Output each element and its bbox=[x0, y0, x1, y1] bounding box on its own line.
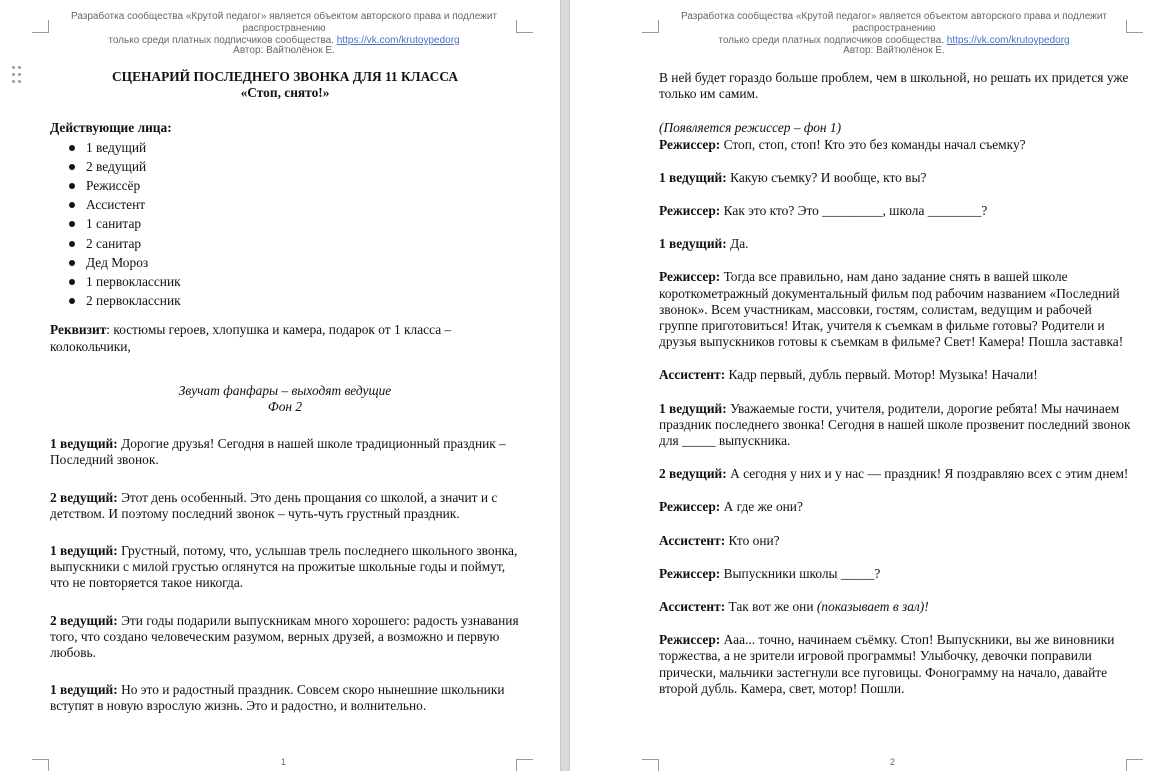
stage-direction: Звучат фанфары – выходят ведущие bbox=[178, 382, 392, 398]
dialogue-line: 1 ведущий: Но это и радостный праздник. Совсем скоро нынешние школьники вступят в новую взрослую жизнь. Это и радостно, и волнительно. bbox=[50, 682, 505, 714]
crop-mark bbox=[32, 759, 49, 771]
cast-item: Дед Мороз bbox=[50, 253, 520, 272]
crop-mark bbox=[516, 759, 533, 771]
author-line: Автор: Вайтюлёнок Е. bbox=[233, 45, 335, 56]
page-number: 1 bbox=[281, 757, 287, 767]
props-paragraph: Реквизит: костюмы героев, хлопушка и камера, подарок от 1 класса – колокольчики, bbox=[50, 322, 452, 354]
copyright-header bbox=[650, 11, 1138, 47]
bullet-icon bbox=[69, 221, 75, 227]
document-page-2[interactable] bbox=[570, 0, 1157, 771]
page-2-body bbox=[659, 70, 1131, 697]
cast-heading: Действующие лица: bbox=[50, 120, 172, 136]
cast-item: Ассистент bbox=[50, 195, 520, 214]
dialogue-line: Ассистент: Кадр первый, дубль первый. Мотор! Музыка! Начали! bbox=[659, 367, 1038, 383]
dialogue-line: 1 ведущий: Уважаемые гости, учителя, родители, дорогие ребята! Мы начинаем праздник последнего звонка! Сегодня в нашей школе прозвенит последний звонок для _____ выпускника. bbox=[659, 400, 1131, 449]
cast-item: 1 санитар bbox=[50, 214, 520, 233]
dialogue-line: Режиссер: Стоп, стоп, стоп! Кто это без команды начал съемку? bbox=[659, 136, 1026, 152]
script-title: СЦЕНАРИЙ ПОСЛЕДНЕГО ЗВОНКА ДЛЯ 11 КЛАССА bbox=[111, 69, 458, 84]
dialogue-line: Режиссер: А где же они? bbox=[659, 499, 803, 515]
stage-background: Фон 2 bbox=[267, 399, 303, 415]
page-number: 2 bbox=[890, 757, 896, 767]
document-page-1[interactable] bbox=[0, 0, 560, 771]
bullet-icon bbox=[69, 260, 75, 266]
crop-mark bbox=[1126, 759, 1143, 771]
stage-direction: (Появляется режиссер – фон 1) bbox=[659, 120, 842, 136]
dialogue-line: 1 ведущий: Да. bbox=[659, 236, 749, 252]
cast-item: 2 санитар bbox=[50, 234, 520, 253]
cast-item: 1 первоклассник bbox=[50, 272, 520, 291]
dialogue-line: Режиссер: Как это кто? Это _________, школа ________? bbox=[659, 203, 988, 219]
copyright-line-2: только среди платных подписчиков сообщества. https://vk.com/krutoypedorg bbox=[718, 35, 1070, 46]
dialogue-line: 2 ведущий: А сегодня у них и у нас — праздник! Я поздравляю всех с этим днем! bbox=[659, 466, 1129, 482]
copyright-line-1: Разработка сообщества «Крутой педагог» является объектом авторского права и подлежит распространению bbox=[70, 11, 497, 34]
cast-item: 2 ведущий bbox=[50, 157, 520, 176]
community-link[interactable]: https://vk.com/krutoypedorg bbox=[336, 35, 460, 46]
dialogue-line: 1 ведущий: Какую съемку? И вообще, кто вы? bbox=[659, 169, 927, 185]
cast-item: 1 ведущий bbox=[50, 138, 520, 157]
paragraph: В ней будет гораздо больше проблем, чем в школьной, но решать их придется уже только им самим. bbox=[659, 70, 1129, 102]
bullet-icon bbox=[69, 202, 75, 208]
dialogue-line: Режиссер: Выпускники школы _____? bbox=[659, 565, 881, 581]
stage-aside: (показывает в зал)! bbox=[816, 599, 929, 615]
community-link[interactable]: https://vk.com/krutoypedorg bbox=[946, 35, 1070, 46]
bullet-icon bbox=[69, 298, 75, 304]
dialogue-line: 1 ведущий: Грустный, потому, что, услышав трель последнего школьного звонка, выпускники с милой грустью оглянутся на прожитые школьные годы и поймут, что не повторяется такое никогда. bbox=[50, 543, 518, 591]
copyright-line-1: Разработка сообщества «Крутой педагог» является объектом авторского права и подлежит распространению bbox=[680, 11, 1107, 34]
author-line: Автор: Вайтюлёнок Е. bbox=[843, 45, 945, 56]
bullet-icon bbox=[69, 241, 75, 247]
bullet-icon bbox=[69, 183, 75, 189]
copyright-line-2: только среди платных подписчиков сообщества. https://vk.com/krutoypedorg bbox=[108, 35, 460, 46]
page-1-body bbox=[50, 69, 520, 715]
dialogue-line: Ассистент: Так вот же они (показывает в зал)! bbox=[659, 599, 929, 615]
bullet-icon bbox=[69, 145, 75, 151]
cast-list bbox=[50, 138, 520, 311]
script-subtitle: «Стоп, снято!» bbox=[240, 85, 330, 101]
bullet-icon bbox=[69, 279, 75, 285]
dialogue-line: Режиссер: Тогда все правильно, нам дано задание снять в вашей школе короткометражный документальный фильм под рабочим названием «Последний звонок». Всем участникам, массовки, гостям, солистам, ведущим и рабочей группе приготовиться! Итак, учителя к съемкам в фильме готовы? Родители и друзья выпускников готовы к съемкам в фильме? Свет! Камера! Пошла заставка! bbox=[659, 269, 1124, 350]
dialogue-line: Режиссер: Ааа... точно, начинаем съёмку. Стоп! Выпускники, вы же виновники торжества, а не зрители игровой программы! Улыбочку, девочки поправили прически, мальчики застегнули все пуговицы. Фонограмму на начало, давайте второй дубль. Камера, свет, мотор! Пошли. bbox=[659, 632, 1115, 696]
cast-item: 2 первоклассник bbox=[50, 291, 520, 310]
dialogue-line: Ассистент: Кто они? bbox=[659, 532, 780, 548]
copyright-header bbox=[40, 11, 528, 47]
dialogue-line: 1 ведущий: Дорогие друзья! Сегодня в нашей школе традиционный праздник – Последний звонок. bbox=[50, 436, 506, 468]
crop-mark bbox=[642, 759, 659, 771]
dialogue-line: 2 ведущий: Этот день особенный. Это день прощания со школой, а значит и с детством. И поэтому последний звонок – чуть-чуть грустный праздник. bbox=[50, 489, 498, 521]
bullet-icon bbox=[69, 164, 75, 170]
cast-item: Режиссёр bbox=[50, 176, 520, 195]
page-gutter bbox=[560, 0, 570, 771]
drag-handle-icon[interactable] bbox=[10, 66, 24, 86]
dialogue-line: 2 ведущий: Эти годы подарили выпускникам много хорошего: радость узнавания того, что создано человеческим разумом, верных друзей, а возможно и первую любовь. bbox=[50, 612, 519, 661]
